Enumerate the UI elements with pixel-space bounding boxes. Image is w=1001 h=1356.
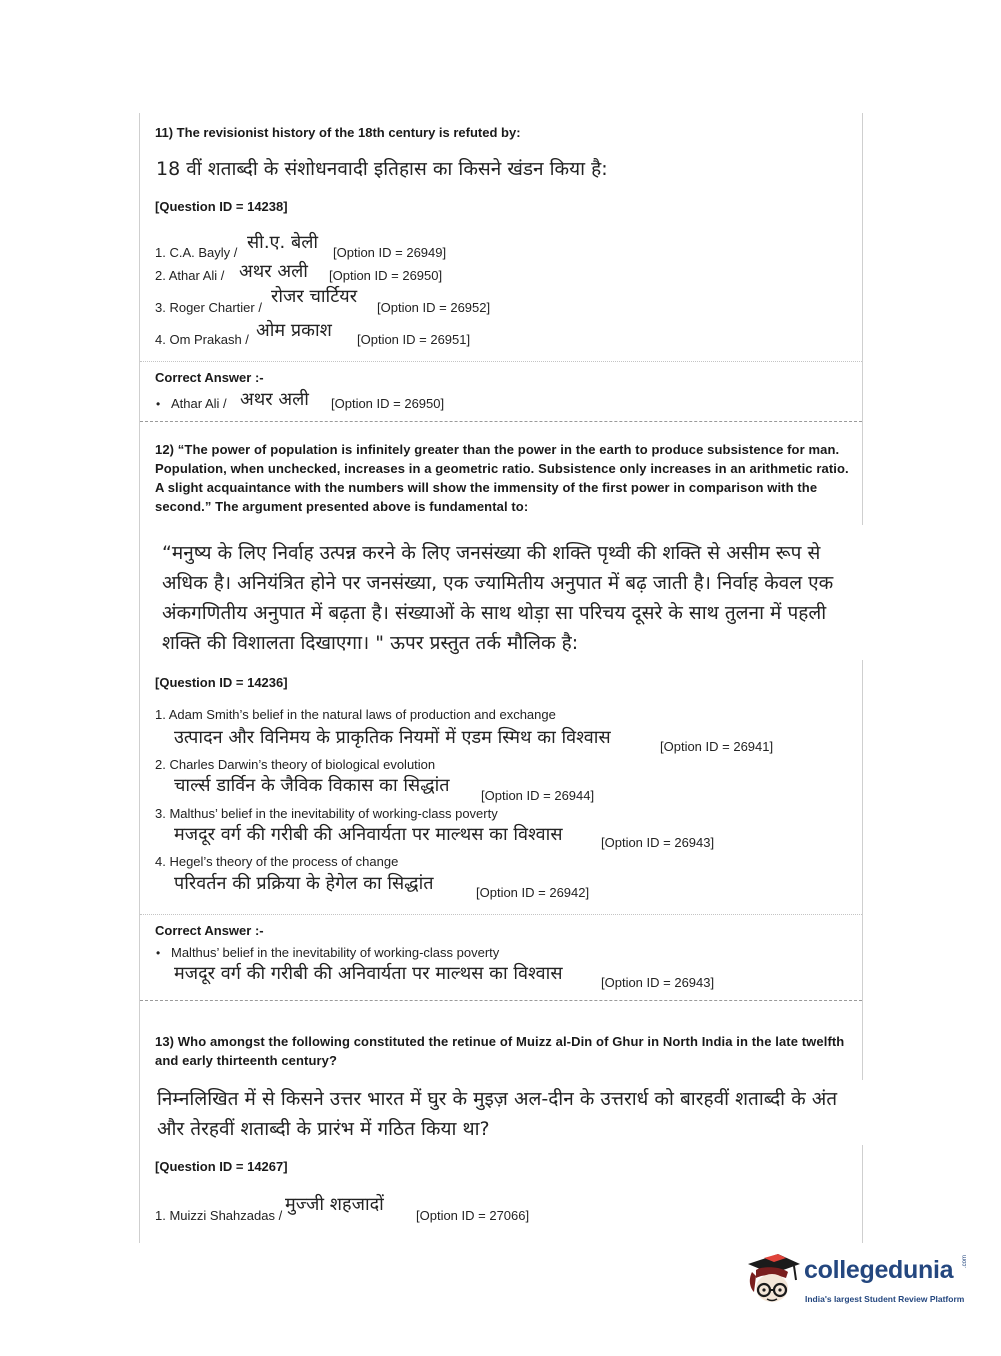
logo-brand: collegedunia [804, 1256, 954, 1284]
option-id: [Option ID = 26944] [481, 788, 595, 803]
q12-hindi-line-1: “मनुष्य के लिए निर्वाह उत्पन्न करने के लिए जनसंख्या की शक्ति पृथ्वी की शक्ति से असीम रूप से [162, 542, 821, 564]
q11-correct-label: Correct Answer :- [155, 370, 264, 385]
q13-hindi-line-1: निम्नलिखित में से किसने उत्तर भारत में घुर के मुइज़ अल-दीन के उत्तरार्ध को बारहवीं शताब्दी के अंत [157, 1088, 838, 1110]
option-hindi: सी.ए. बेली [247, 232, 319, 253]
option-id: [Option ID = 26941] [660, 739, 774, 754]
left-border [139, 113, 140, 1243]
option-hindi: परिवर्तन की प्रक्रिया के हेगेल का सिद्धांत [174, 873, 434, 894]
q12-question-id: [Question ID = 14236] [155, 675, 288, 690]
option-label: 3. Roger Chartier / [155, 300, 262, 315]
bullet: • [156, 946, 161, 960]
option-hindi: अथर अली [239, 261, 308, 282]
option-label: 4. Om Prakash / [155, 332, 249, 347]
q13-title: 13) Who amongst the following constituted the retinue of Muizz al-Din of Ghur in North India in the late twelfth and early thirteenth century? [155, 1034, 845, 1068]
option-id: [Option ID = 26951] [357, 332, 471, 347]
answer-option-id: [Option ID = 26943] [601, 975, 715, 990]
logo-tagline: India's largest Student Review Platform [805, 1294, 965, 1304]
option-label: 2. Charles Darwin’s theory of biological evolution [155, 757, 436, 772]
right-border-3 [862, 1145, 863, 1243]
q11-hindi: 18 वीं शताब्दी के संशोधनवादी इतिहास का किसने खंडन किया है: [156, 158, 608, 180]
option-hindi: ओम प्रकाश [256, 320, 332, 341]
option-label: 2. Athar Ali / [155, 268, 225, 283]
option-hindi: मुज्जी शहजादों [285, 1194, 384, 1215]
q12-title: 12) “The power of population is infinitely greater than the power in the earth to produce subsistence for man. Population, when unchecked, increases in a geometric ratio. Subsistence only increases in an arithmetic ratio. A slight acquaintance with the numbers will show the immensity of the first power in comparison with the second.” The argument presented above is fundamental to: [155, 442, 849, 514]
logo-com: .com [962, 1254, 968, 1268]
answer-hindi: अथर अली [240, 389, 309, 410]
option-label: 1. Adam Smith’s belief in the natural laws of production and exchange [155, 707, 556, 722]
option-id: [Option ID = 26952] [377, 300, 491, 315]
q12-hindi-line-3: अंकगणितीय अनुपात में बढ़ता है। संख्याओं के साथ थोड़ा सा परिचय दूसरे के साथ तुलना में पहली [162, 602, 827, 624]
collegedunia-logo [742, 1250, 972, 1312]
option-id: [Option ID = 26950] [329, 268, 443, 283]
option-hindi: चार्ल्स डार्विन के जैविक विकास का सिद्धांत [174, 775, 450, 796]
q12-hindi-line-2: अधिक है। अनियंत्रित होने पर जनसंख्या, एक ज्यामितीय अनुपात में बढ़ जाती है। निर्वाह केवल एक [162, 572, 834, 594]
option-label: 1. Muizzi Shahzadas / [155, 1208, 283, 1223]
q12-end-divider [140, 1000, 862, 1001]
right-border-1 [862, 113, 863, 525]
answer-label: Malthus’ belief in the inevitability of working-class poverty [171, 945, 500, 960]
option-id: [Option ID = 26949] [333, 245, 447, 260]
option-label: 3. Malthus’ belief in the inevitability of working-class poverty [155, 806, 498, 821]
answer-hindi: मजदूर वर्ग की गरीबी की अनिवार्यता पर माल्थस का विश्वास [174, 963, 563, 984]
q12-hindi-line-4: शक्ति की विशालता दिखाएगा। " ऊपर प्रस्तुत तर्क मौलिक है: [162, 632, 579, 654]
q11-end-divider [140, 421, 862, 422]
q12-correct-label: Correct Answer :- [155, 923, 264, 938]
mascot-icon [742, 1250, 804, 1312]
option-id: [Option ID = 26942] [476, 885, 590, 900]
option-label: 1. C.A. Bayly / [155, 245, 238, 260]
q13-question-id: [Question ID = 14267] [155, 1159, 288, 1174]
option-label: 4. Hegel’s theory of the process of change [155, 854, 399, 869]
q11-question-id: [Question ID = 14238] [155, 199, 288, 214]
q13-hindi-line-2: और तेरहवीं शताब्दी के प्रारंभ में गठित किया था? [157, 1118, 490, 1140]
option-id: [Option ID = 26943] [601, 835, 715, 850]
option-id: [Option ID = 27066] [416, 1208, 530, 1223]
answer-label: Athar Ali / [171, 396, 227, 411]
bullet: • [156, 397, 161, 411]
q11-title: 11) The revisionist history of the 18th century is refuted by: [155, 125, 521, 140]
answer-option-id: [Option ID = 26950] [331, 396, 445, 411]
option-hindi: मजदूर वर्ग की गरीबी की अनिवार्यता पर माल्थस का विश्वास [174, 824, 563, 845]
option-hindi: रोजर चार्टियर [271, 286, 358, 307]
q11-divider [140, 361, 862, 362]
right-border-2 [862, 660, 863, 1080]
option-hindi: उत्पादन और विनिमय के प्राकृतिक नियमों में एडम स्मिथ का विश्वास [174, 727, 611, 748]
q12-divider [140, 914, 862, 915]
